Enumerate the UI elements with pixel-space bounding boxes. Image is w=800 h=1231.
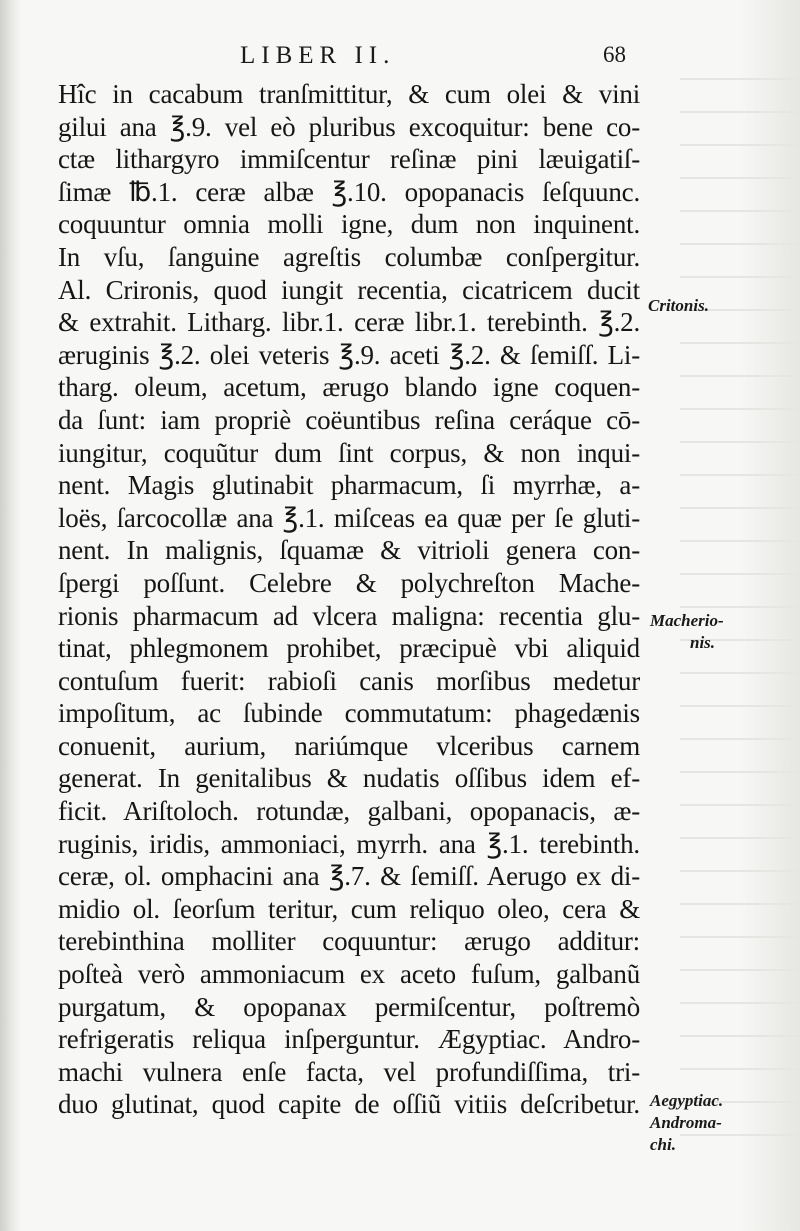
text-line: nent. Magis glutinabit pharmacum, ſi myrrhæ, a- (58, 470, 640, 501)
text-line: conuenit, aurium, nariúmque vlceribus carnem (58, 730, 640, 761)
running-head: LIBER II. (240, 42, 396, 69)
text-line: machi vulnera enſe facta, vel profundiſſima, tri- (58, 1056, 640, 1087)
text-line: ſimæ ℔.1. ceræ albæ ℥.10. opopanacis ſeſquunc. (58, 176, 640, 207)
text-line: ficit. Ariſtoloch. rotundæ, galbani, opopanacis, æ- (58, 796, 640, 827)
text-line: iungitur, coquũtur dum ſint corpus, & non inqui- (58, 437, 640, 468)
text-line: purgatum, & opopanax permiſcentur, poſtremò (58, 991, 640, 1022)
text-line: In vſu, ſanguine agreſtis columbæ conſpergitur. (58, 241, 640, 272)
text-line: Hîc in cacabum tranſmittitur, & cum olei & vini (58, 79, 640, 109)
text-line: refrigeratis reliqua inſperguntur. Ægyptiac. Andro- (58, 1024, 640, 1055)
main-text-block (58, 78, 640, 1121)
text-line: impoſitum, ac ſubinde commutatum: phagedænis (58, 698, 640, 729)
text-line: tharg. oleum, acetum, ærugo blando igne coquen- (58, 372, 640, 403)
text-line: loës, ſarcocollæ ana ℥.1. miſceas ea quæ per ſe gluti- (58, 502, 640, 533)
margin-note-line: Androma- (650, 1113, 722, 1132)
margin-note-line: chi. (650, 1135, 676, 1154)
text-line: terebinthina molliter coquuntur: ærugo additur: (58, 926, 640, 957)
text-line: ctæ lithargyro immiſcentur reſinæ pini læuigatiſ- (58, 144, 640, 175)
text-line: nent. In malignis, ſquamæ & vitrioli genera con- (58, 535, 640, 566)
margin-note-line: Critonis. (648, 296, 709, 315)
text-line: rionis pharmacum ad vlcera maligna: recentia glu- (58, 600, 640, 631)
text-line: ſpergi poſſunt. Celebre & polychreſton Mache- (58, 567, 640, 598)
text-line: Al. Crironis, quod iungit recentia, cicatricem ducit (58, 274, 640, 305)
text-line: ceræ, ol. omphacini ana ℥.7. & ſemiſſ. Aerugo ex di- (58, 861, 640, 892)
margin-note-macherionis (650, 610, 724, 654)
text-line: poſteà verò ammoniacum ex aceto fuſum, galbanũ (58, 959, 640, 990)
text-line: coquuntur omnia molli igne, dum non inquinent. (58, 209, 640, 240)
text-line: & extrahit. Litharg. libr.1. ceræ libr.1. terebinth. ℥.2. (58, 307, 640, 338)
text-line: ruginis, iridis, ammoniaci, myrrh. ana ℥.1. terebinth. (58, 828, 640, 859)
text-line: tinat, phlegmonem prohibet, præcipuè vbi aliquid (58, 633, 640, 664)
text-line: duo glutinat, quod capite de oſſiũ vitiis deſcribetur. (58, 1089, 640, 1120)
margin-note-line: nis. (690, 633, 716, 652)
margin-note-line: Macherio- (650, 611, 724, 630)
page-number: 68 (603, 42, 626, 67)
margin-note-line: Aegyptiac. (650, 1091, 724, 1110)
text-line: æruginis ℥.2. olei veteris ℥.9. aceti ℥.2. & ſemiſſ. Li- (58, 339, 640, 370)
margin-note-critonis (648, 295, 709, 317)
text-line: da ſunt: iam propriè coëuntibus reſina ceráque cō- (58, 404, 640, 435)
text-line: midio ol. ſeorſum teritur, cum reliquo oleo, cera & (58, 893, 640, 924)
margin-note-aegyptiac (650, 1090, 723, 1156)
text-line: gilui ana ℥.9. vel eò pluribus excoquitur: bene co- (58, 111, 640, 142)
text-line: contuſum fuerit: rabioſi canis morſibus medetur (58, 665, 640, 696)
text-line: generat. In genitalibus & nudatis oſſibus idem ef- (58, 763, 640, 794)
